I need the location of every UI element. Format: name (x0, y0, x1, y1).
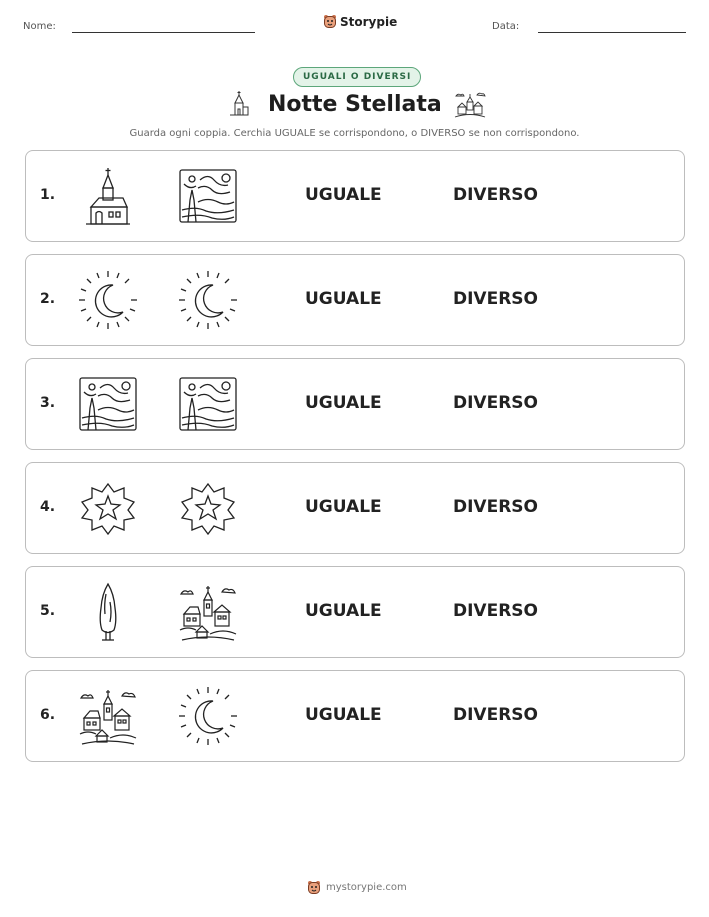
comparison-row-6 (25, 670, 685, 762)
option-same-button[interactable]: UGUALE (305, 497, 382, 517)
row-number: 6. (40, 707, 56, 723)
star-icon (178, 478, 238, 538)
row-number: 1. (40, 187, 56, 203)
footer (307, 880, 407, 895)
footer-site: mystorypie.com (326, 882, 407, 893)
instructions: Guarda ogni coppia. Cerchia UGUALE se corrispondono, o DIVERSO se non corrispondono. (129, 128, 580, 139)
option-same-button[interactable]: UGUALE (305, 601, 382, 621)
option-different-button[interactable]: DIVERSO (453, 185, 538, 205)
date-label: Data: (492, 21, 520, 32)
name-line[interactable] (72, 32, 255, 33)
church-title-icon (229, 90, 249, 118)
option-different-button[interactable]: DIVERSO (453, 497, 538, 517)
village-icon (178, 582, 238, 642)
village-title-icon (454, 91, 486, 119)
crescent-moon-icon (178, 270, 238, 330)
crescent-moon-icon (78, 270, 138, 330)
comparison-row-2 (25, 254, 685, 346)
village-icon (78, 686, 138, 746)
option-different-button[interactable]: DIVERSO (453, 601, 538, 621)
star-icon (78, 478, 138, 538)
row-number: 5. (40, 603, 56, 619)
comparison-row-3 (25, 358, 685, 450)
option-same-button[interactable]: UGUALE (305, 393, 382, 413)
church-icon (78, 166, 138, 226)
comparison-row-4 (25, 462, 685, 554)
option-same-button[interactable]: UGUALE (305, 705, 382, 725)
worksheet-title: Notte Stellata (268, 92, 442, 117)
brand-logo (323, 14, 397, 29)
cypress-tree-icon (78, 582, 138, 642)
activity-badge: UGUALI O DIVERSI (293, 67, 421, 87)
option-same-button[interactable]: UGUALE (305, 185, 382, 205)
row-number: 3. (40, 395, 56, 411)
starry-night-painting-icon (78, 374, 138, 434)
date-line[interactable] (538, 32, 686, 33)
comparison-row-1 (25, 150, 685, 242)
brand-name: Storypie (340, 14, 398, 29)
option-different-button[interactable]: DIVERSO (453, 705, 538, 725)
option-different-button[interactable]: DIVERSO (453, 393, 538, 413)
storypie-mascot-icon (307, 880, 321, 895)
row-number: 2. (40, 291, 56, 307)
option-different-button[interactable]: DIVERSO (453, 289, 538, 309)
crescent-moon-icon (178, 686, 238, 746)
comparison-row-5 (25, 566, 685, 658)
starry-night-painting-icon (178, 166, 238, 226)
option-same-button[interactable]: UGUALE (305, 289, 382, 309)
name-label: Nome: (23, 21, 56, 32)
storypie-mascot-icon (323, 14, 337, 29)
starry-night-painting-icon (178, 374, 238, 434)
row-number: 4. (40, 499, 56, 515)
